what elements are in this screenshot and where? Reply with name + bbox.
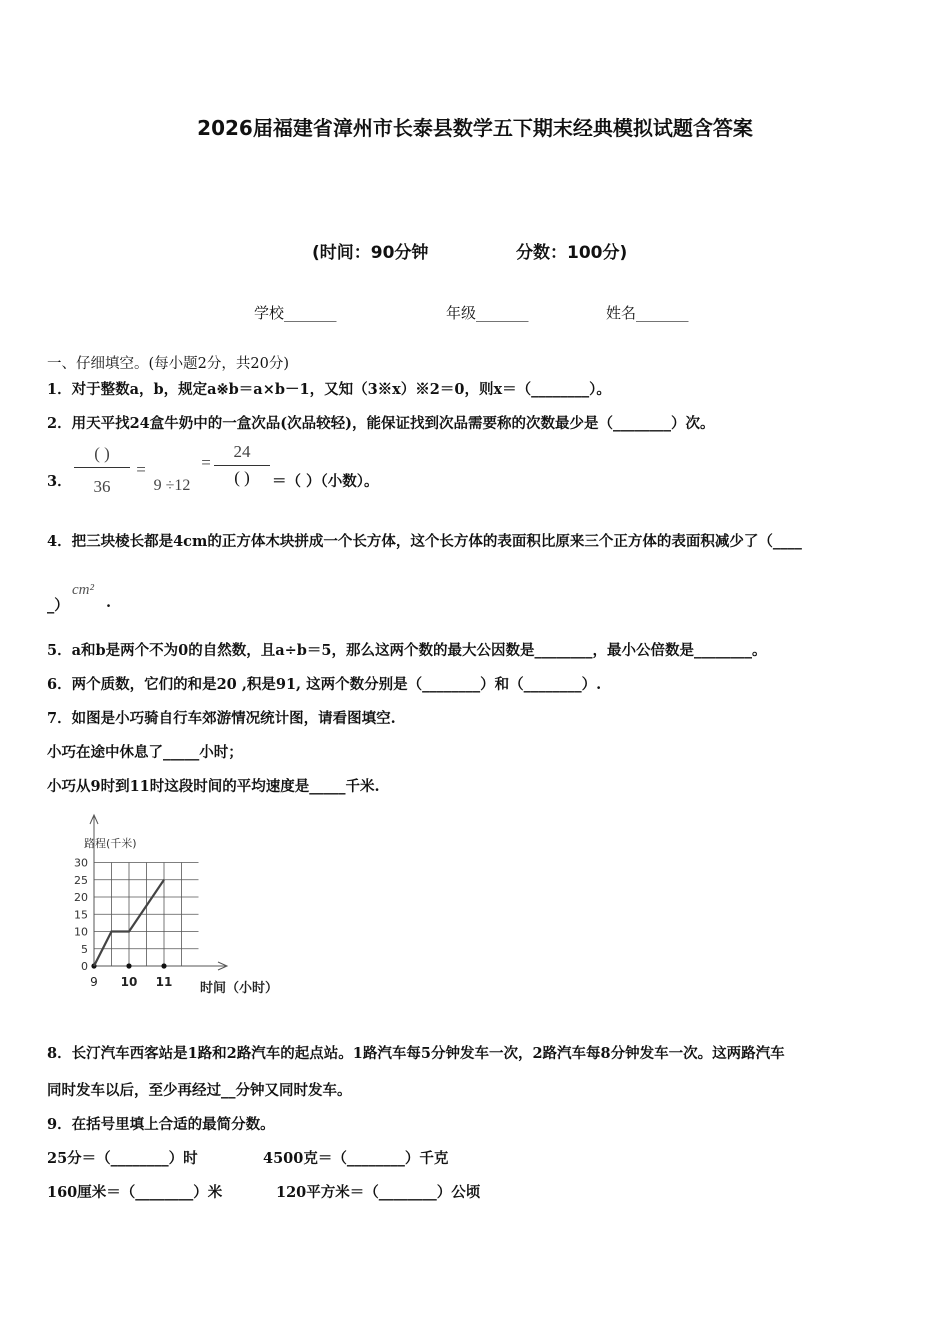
question-6: 6．两个质数，它们的和是20 ,积是91, 这两个数分别是（________）和（________）. — [47, 676, 602, 693]
question-9-d: 120平方米＝（________）公顷 — [276, 1184, 481, 1201]
fraction-1-bar — [74, 467, 130, 468]
question-4-end: . — [106, 594, 112, 611]
question-9-c: 160厘米＝（________）米 — [47, 1184, 223, 1201]
question-2: 2．用天平找24盒牛奶中的一盒次品(次品较轻)，能保证找到次品需要称的次数最少是（________）次。 — [47, 415, 715, 432]
x-tick-label: 10 — [120, 975, 138, 989]
equals-sign-1: = — [136, 460, 146, 479]
unit-cm2: cm² — [72, 582, 94, 598]
y-tick-label: 25 — [74, 873, 88, 887]
x-axis-label: 时间（小时） — [200, 981, 279, 996]
question-8-line1: 8．长汀汽车西客站是1路和2路汽车的起点站。1路汽车每5分钟发车一次，2路汽车每8分钟发车一次。这两路汽车 — [47, 1045, 785, 1062]
question-7-part-b: 小巧从9时到11时这段时间的平均速度是_____千米. — [47, 778, 380, 795]
x-tick-label: 9 — [90, 975, 98, 989]
x-tick-dot — [161, 963, 166, 968]
equals-sign-2: = — [201, 453, 211, 472]
page-title: 2026届福建省漳州市长泰县数学五下期末经典模拟试题含答案 — [197, 116, 753, 140]
x-tick-label: 11 — [155, 975, 173, 989]
name-field: 姓名_______ — [606, 304, 689, 322]
question-4-line1: 4．把三块棱长都是4cm的正方体木块拼成一个长方体，这个长方体的表面积比原来三个正方体的表面积减少了（____ — [47, 533, 802, 550]
grade-field: 年级_______ — [446, 304, 529, 322]
y-tick-label: 15 — [74, 908, 88, 922]
y-tick-label: 0 — [81, 960, 88, 973]
question-9: 9．在括号里填上合适的最简分数。 — [47, 1116, 275, 1133]
section-heading: 一、仔细填空。(每小题2分，共20分) — [47, 356, 289, 372]
y-tick-label: 10 — [74, 925, 88, 939]
question-1: 1．对于整数a，b，规定a※b＝a×b－1，又知（3※x）※2＝0，则x＝（________）。 — [47, 381, 611, 398]
question-9-b: 4500克＝（________）千克 — [263, 1150, 449, 1167]
exam-score: 分数：100分) — [516, 243, 628, 263]
fraction-1-numerator: ( ) — [94, 444, 110, 463]
y-tick-label: 30 — [74, 856, 88, 870]
x-tick-dot — [126, 963, 131, 968]
school-field: 学校_______ — [254, 304, 337, 322]
question-4-line2: _） — [47, 597, 69, 614]
question-8-line2: 同时发车以后，至少再经过__分钟又同时发车。 — [47, 1082, 352, 1099]
question-9-a: 25分＝（________）时 — [47, 1150, 198, 1167]
fraction-1-denominator: 36 — [93, 477, 111, 496]
fraction-2-denominator: ( ) — [234, 468, 250, 487]
question-3-number: 3． — [47, 473, 72, 490]
y-tick-label: 5 — [81, 942, 88, 956]
y-tick-label: 20 — [74, 891, 88, 904]
fraction-2-numerator: 24 — [233, 442, 251, 461]
question-7: 7．如图是小巧骑自行车郊游情况统计图，请看图填空. — [47, 710, 396, 727]
fraction-2-bar — [214, 465, 270, 466]
question-5: 5．a和b是两个不为0的自然数，且a÷b＝5，那么这两个数的最大公因数是________，最小公倍数是________。 — [47, 642, 767, 659]
question-7-part-a: 小巧在途中休息了_____小时； — [47, 744, 243, 761]
question-3-tail: ＝（ ）（小数）。 — [272, 473, 379, 490]
distance-time-chart — [40, 808, 320, 1003]
exam-time: (时间：90分钟 — [312, 243, 429, 263]
division-expression: 9 ÷12 — [153, 477, 191, 494]
y-axis-label: 路程(千米) — [84, 837, 137, 850]
